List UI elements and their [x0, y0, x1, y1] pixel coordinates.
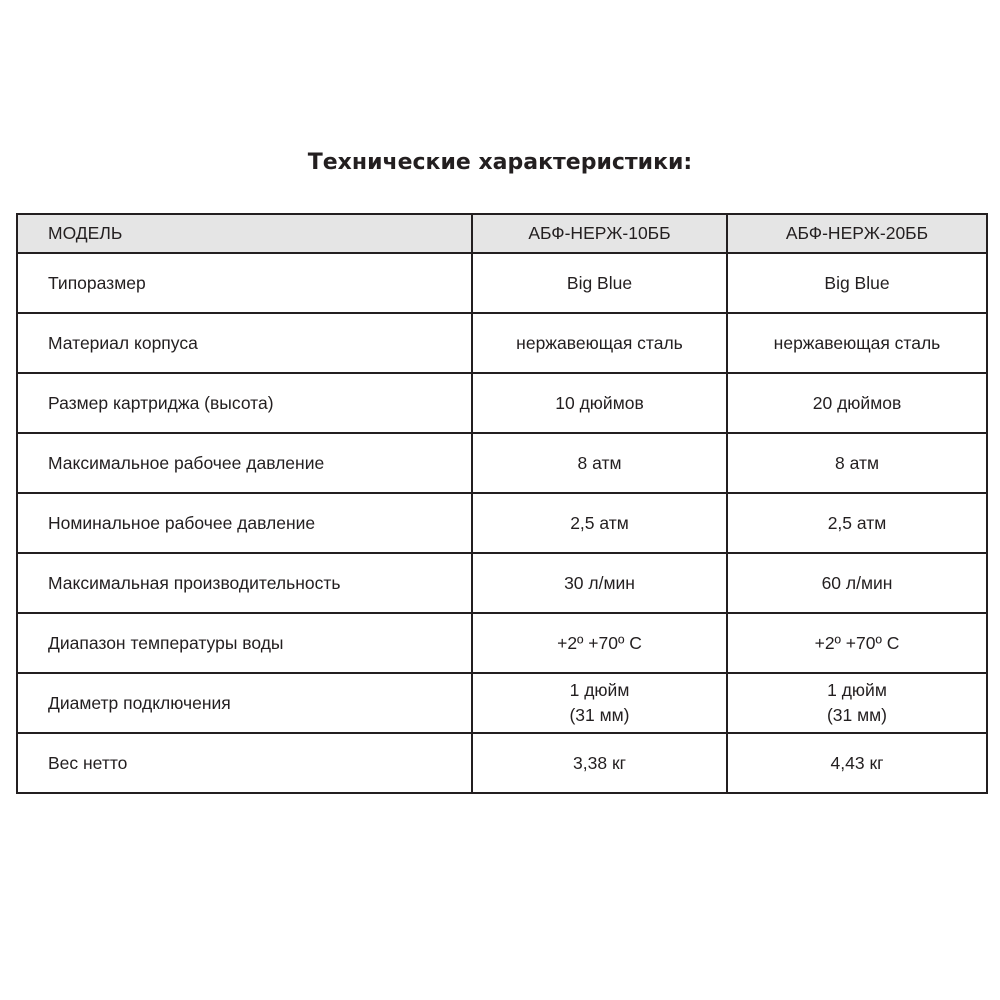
value-10bb: нержавеющая сталь	[472, 313, 727, 373]
value-20bb: 8 атм	[727, 433, 987, 493]
value-10bb: 8 атм	[472, 433, 727, 493]
table-row	[17, 253, 987, 313]
row-label: Максимальная производительность	[17, 553, 472, 613]
table-row	[17, 373, 987, 433]
value-10bb: 10 дюймов	[472, 373, 727, 433]
row-label: Размер картриджа (высота)	[17, 373, 472, 433]
value-10bb	[472, 673, 727, 733]
value-20bb: 2,5 атм	[727, 493, 987, 553]
header-model-10bb: АБФ-НЕРЖ-10ББ	[472, 214, 727, 253]
page-title: Технические характеристики:	[307, 150, 693, 175]
value-20bb: 4,43 кг	[727, 733, 987, 793]
value-line: 1 дюйм	[827, 680, 887, 700]
value-10bb: 3,38 кг	[472, 733, 727, 793]
value-10bb: 30 л/мин	[472, 553, 727, 613]
table-row	[17, 553, 987, 613]
value-line: (31 мм)	[826, 705, 888, 725]
row-label: Типоразмер	[17, 253, 472, 313]
row-label: Номинальное рабочее давление	[17, 493, 472, 553]
header-model-label: МОДЕЛЬ	[17, 214, 472, 253]
table-row	[17, 433, 987, 493]
value-line: (31 мм)	[569, 705, 630, 725]
value-20bb: Big Blue	[727, 253, 987, 313]
table-row	[17, 673, 987, 733]
specs-table	[16, 213, 988, 794]
value-20bb: +2º +70º C	[727, 613, 987, 673]
value-20bb: 60 л/мин	[727, 553, 987, 613]
table-row	[17, 613, 987, 673]
table-row	[17, 733, 987, 793]
row-label: Диапазон температуры воды	[17, 613, 472, 673]
table-row	[17, 493, 987, 553]
value-20bb	[727, 673, 987, 733]
row-label: Материал корпуса	[17, 313, 472, 373]
value-20bb: нержавеющая сталь	[727, 313, 987, 373]
row-label: Вес нетто	[17, 733, 472, 793]
value-line: 1 дюйм	[569, 680, 630, 700]
value-10bb: Big Blue	[472, 253, 727, 313]
header-model-20bb: АБФ-НЕРЖ-20ББ	[727, 214, 987, 253]
row-label: Диаметр подключения	[17, 673, 472, 733]
table-row	[17, 313, 987, 373]
row-label: Максимальное рабочее давление	[17, 433, 472, 493]
table-header-row	[17, 214, 987, 253]
value-20bb: 20 дюймов	[727, 373, 987, 433]
value-10bb: 2,5 атм	[472, 493, 727, 553]
value-10bb: +2º +70º C	[472, 613, 727, 673]
